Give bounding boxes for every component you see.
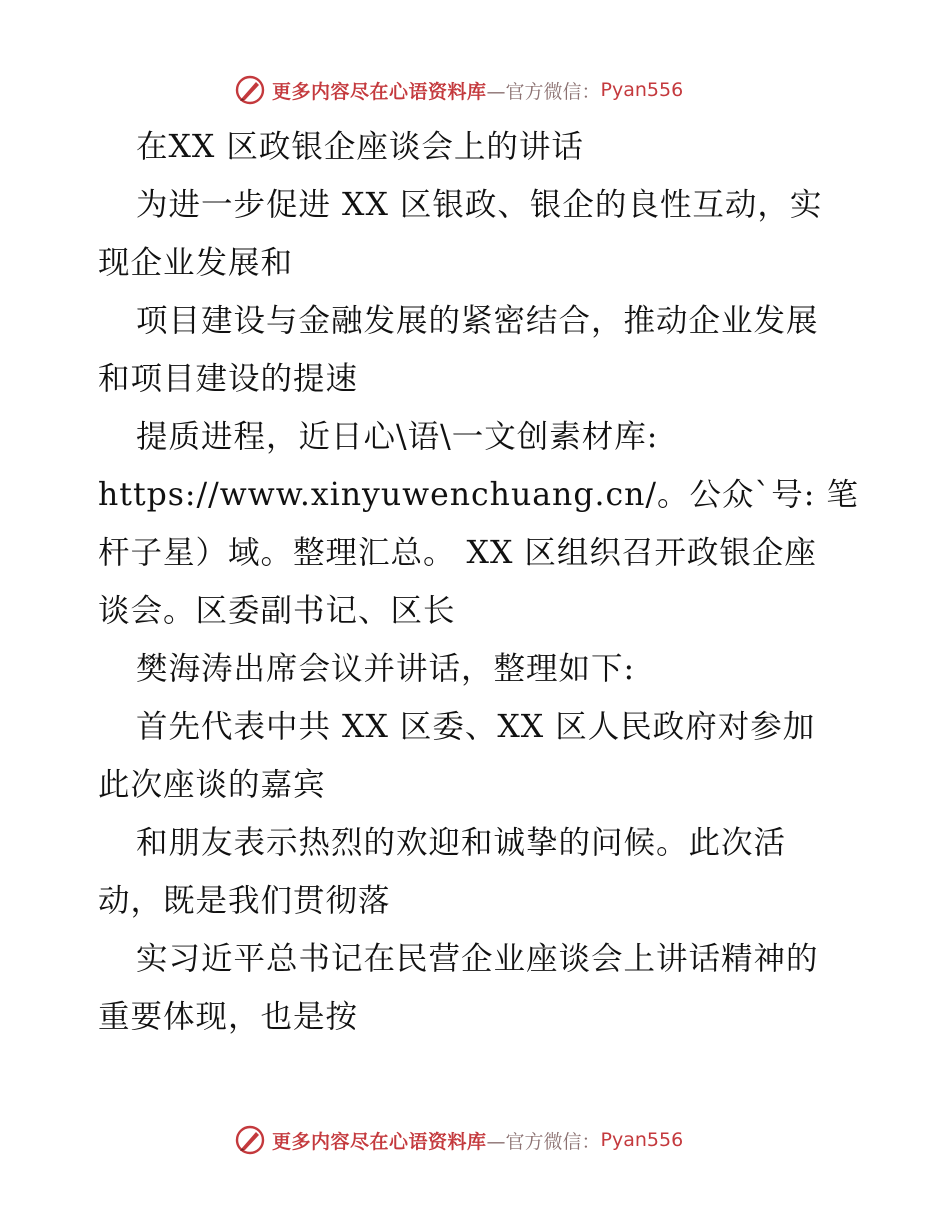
- footer-banner: [234, 1123, 683, 1157]
- paragraph-line: 此次座谈的嘉宾: [98, 767, 326, 803]
- quill-logo-icon: [234, 74, 266, 106]
- paragraph-line: 为进一步促进 XX 区银政、银企的良性互动，实: [136, 187, 823, 223]
- paragraph-line: 杆子星）域。整理汇总。 XX 区组织召开政银企座: [98, 535, 817, 571]
- paragraph-line: 樊海涛出席会议并讲话，整理如下:: [136, 651, 636, 687]
- doc-title: 在XX 区政银企座谈会上的讲话: [136, 129, 584, 165]
- paragraph-line: 现企业发展和: [98, 245, 294, 281]
- header-banner-separator: —官方微信：: [486, 80, 601, 103]
- paragraph-line: 重要体现，也是按: [98, 999, 359, 1035]
- paragraph-line: 提质进程，近日心\语\一文创素材库:: [136, 419, 659, 455]
- paragraph-line: 项目建设与金融发展的紧密结合，推动企业发展: [136, 303, 819, 339]
- footer-banner-separator: —官方微信：: [486, 1130, 601, 1153]
- paragraph-line: 和朋友表示热烈的欢迎和诚挚的问候。此次活: [136, 825, 787, 861]
- header-banner-title: 更多内容尽在心语资料库: [272, 80, 487, 103]
- paragraph-line: https://www.xinyuwenchuang.cn/。公众`号: 笔: [98, 477, 859, 513]
- paragraph-line: 首先代表中共 XX 区委、XX 区人民政府对参加: [136, 709, 816, 745]
- paragraph-line: 谈会。区委副书记、区长: [98, 593, 456, 629]
- paragraph-line: 实习近平总书记在民营企业座谈会上讲话精神的: [136, 941, 819, 977]
- footer-banner-title: 更多内容尽在心语资料库: [272, 1130, 487, 1153]
- paragraph-line: 动，既是我们贯彻落: [98, 883, 391, 919]
- header-banner-account: Pyan556: [600, 79, 684, 101]
- paragraph-line: 和项目建设的提速: [98, 361, 359, 397]
- quill-logo-icon: [234, 1124, 266, 1156]
- header-banner: [234, 73, 683, 107]
- footer-banner-account: Pyan556: [600, 1129, 684, 1151]
- document-body: [98, 118, 858, 1046]
